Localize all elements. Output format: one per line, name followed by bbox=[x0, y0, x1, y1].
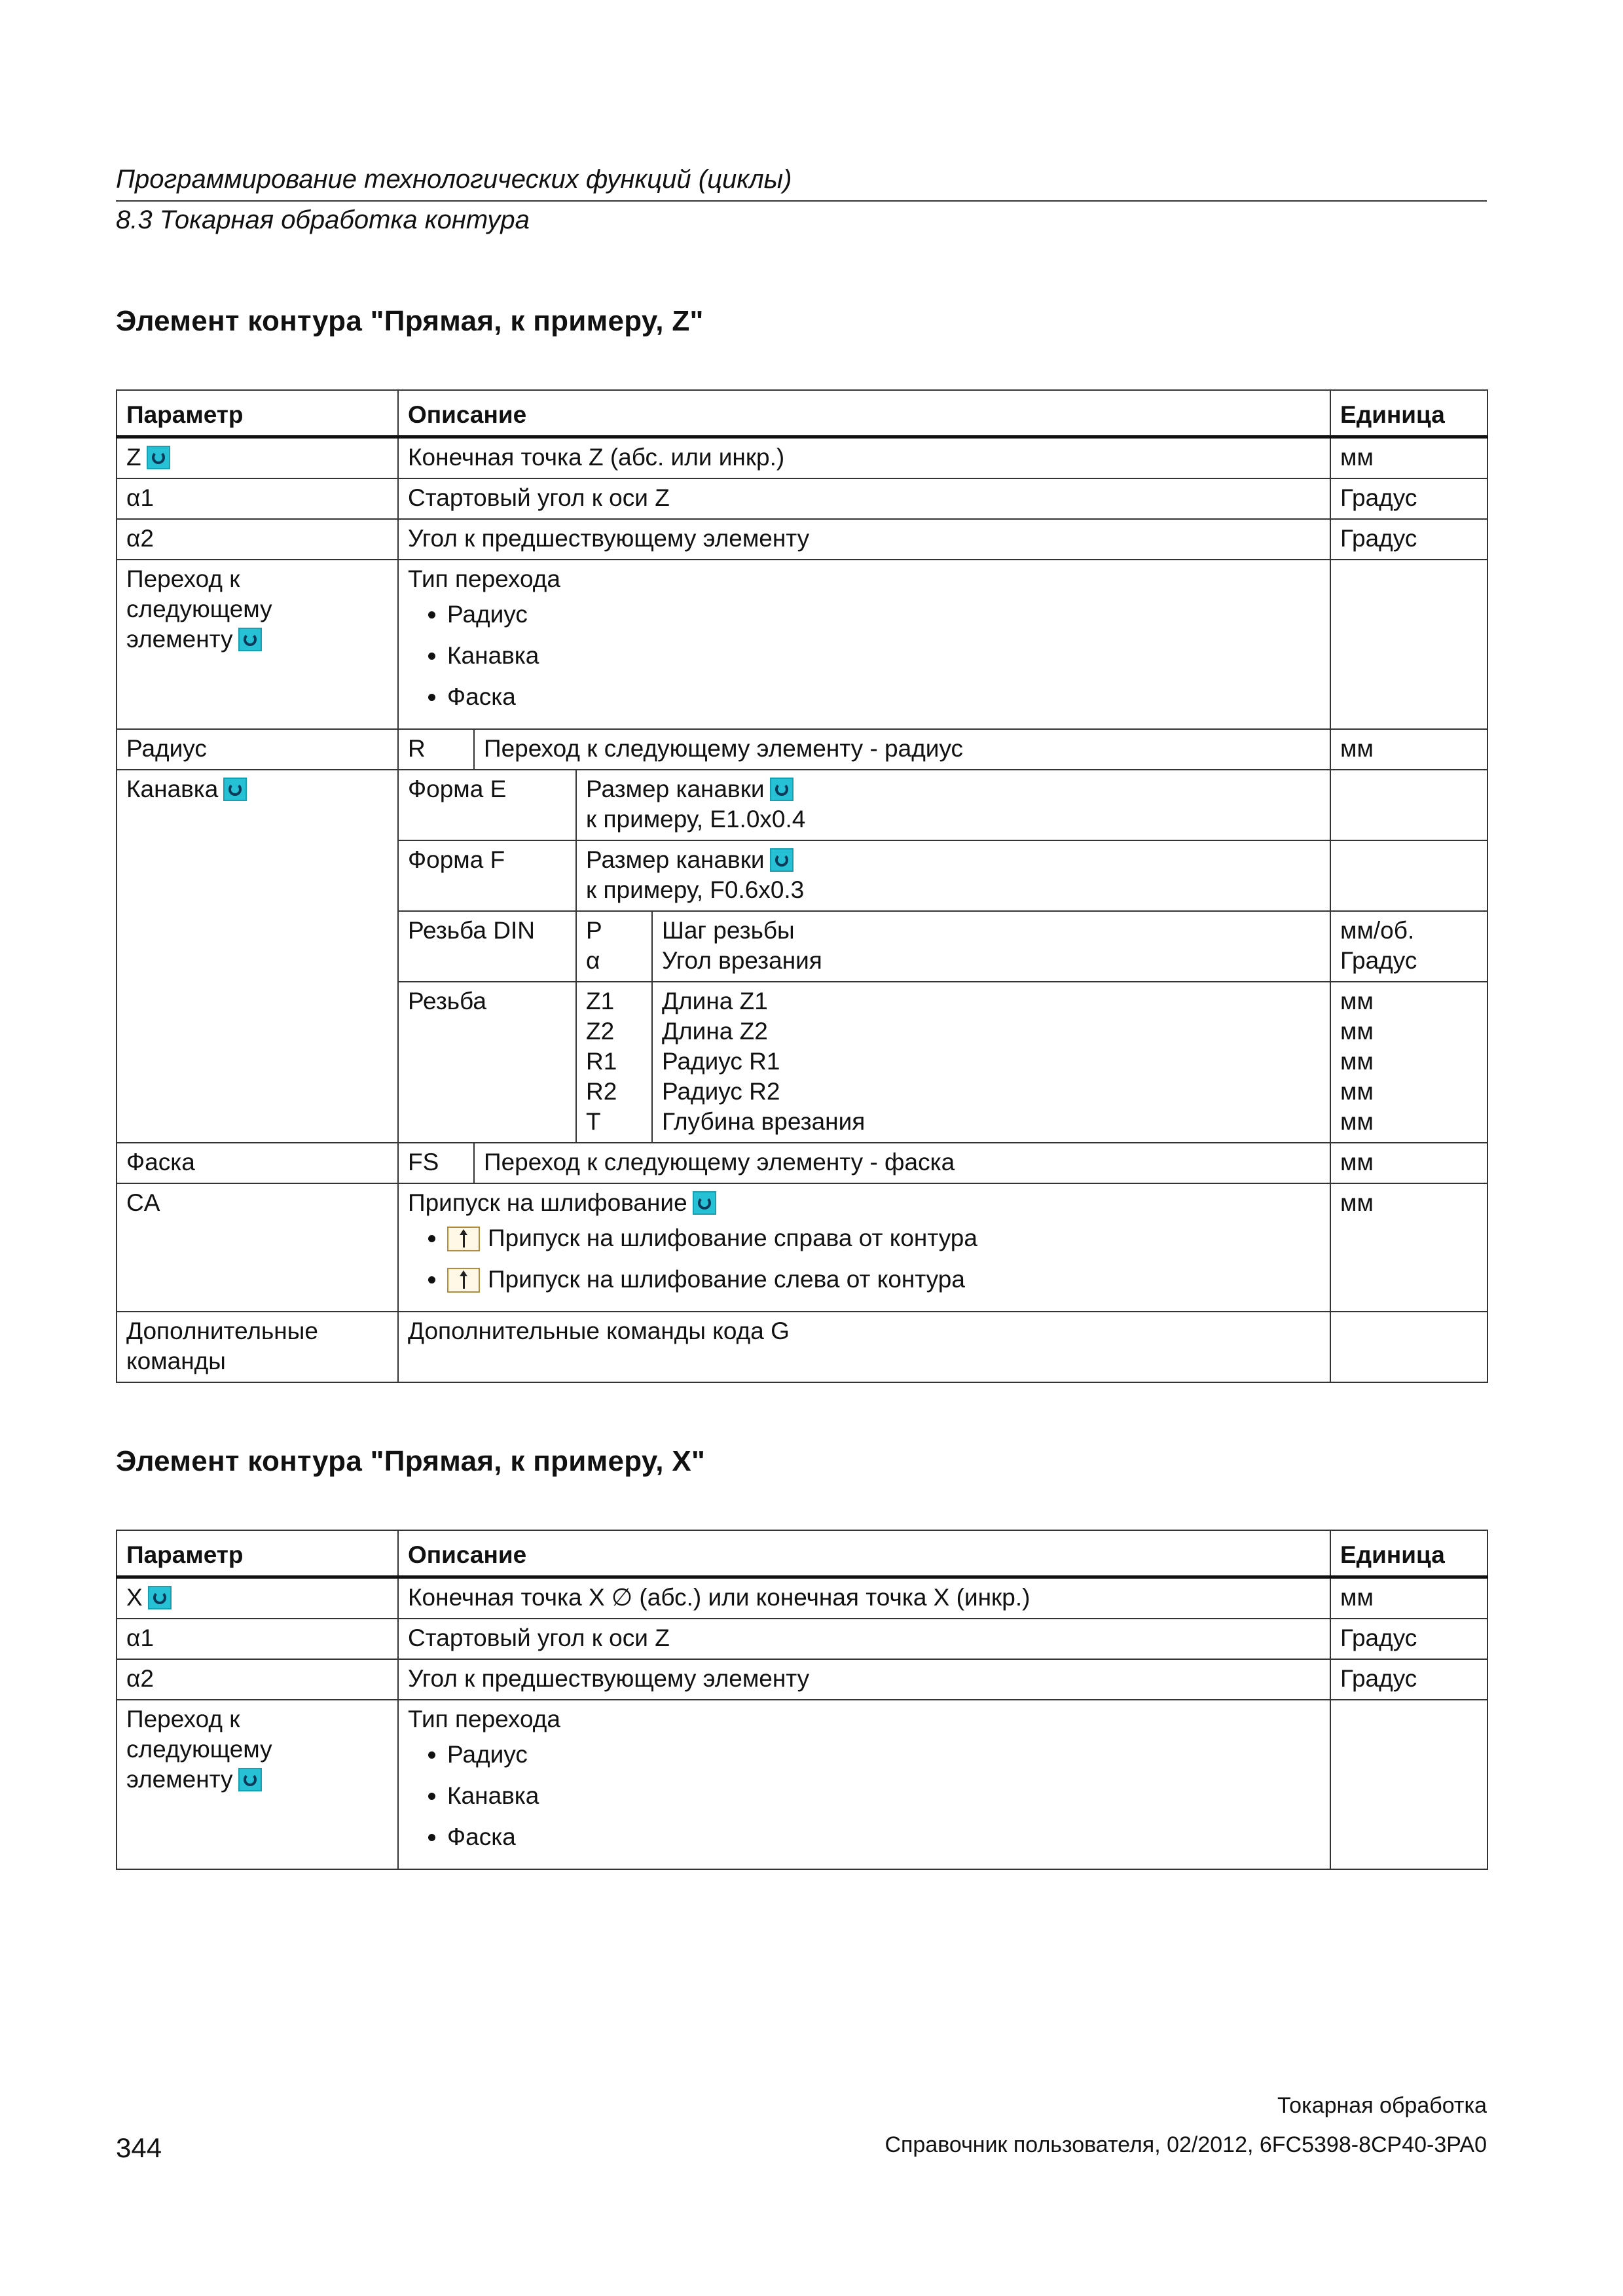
thread-unit: мм bbox=[1340, 1078, 1374, 1105]
table-header-row bbox=[117, 1530, 1487, 1577]
header-unit: Единица bbox=[1330, 1530, 1487, 1577]
thread-desc: Длина Z1 bbox=[662, 988, 768, 1014]
toggle-icon[interactable] bbox=[238, 1768, 262, 1791]
thread-unit: мм bbox=[1340, 1108, 1374, 1135]
section-z-table bbox=[116, 389, 1488, 1383]
table-row bbox=[117, 1700, 1487, 1869]
ca-desc: Припуск на шлифование bbox=[408, 1189, 687, 1216]
transition-type: Тип перехода bbox=[408, 1706, 560, 1732]
table-row bbox=[117, 519, 1487, 560]
groove-din: Резьба DIN bbox=[398, 911, 576, 982]
din-unit: Градус bbox=[1340, 947, 1417, 974]
table-row bbox=[117, 770, 1487, 840]
list-item: • Припуск на шлифование слева от контура bbox=[447, 1265, 1321, 1295]
param-alpha1: α1 bbox=[117, 1619, 398, 1659]
thread-desc: Глубина врезания bbox=[662, 1108, 866, 1135]
unit-deg: Градус bbox=[1330, 1619, 1487, 1659]
list-item: • Фаска bbox=[447, 1822, 1321, 1852]
table-row bbox=[117, 437, 1487, 479]
table-row bbox=[117, 560, 1487, 729]
table-row bbox=[117, 1143, 1487, 1183]
unit-mm: мм bbox=[1330, 1183, 1487, 1312]
din-desc: Шаг резьбы bbox=[662, 917, 795, 944]
param-chamfer: Фаска bbox=[117, 1143, 398, 1183]
alpha1-desc: Стартовый угол к оси Z bbox=[398, 478, 1330, 519]
footer-doc-ref: Справочник пользователя, 02/2012, 6FC5398-8CP40-3PA0 bbox=[884, 2132, 1487, 2157]
section-z-heading: Элемент контура "Прямая, к примеру, Z" bbox=[116, 305, 704, 337]
groove-form-f: Форма F bbox=[398, 840, 576, 911]
param-radius: Радиус bbox=[117, 729, 398, 770]
table-row bbox=[117, 1659, 1487, 1700]
din-code: α bbox=[586, 947, 600, 974]
page-number: 344 bbox=[116, 2132, 162, 2163]
radius-desc: Переход к следующему элементу - радиус bbox=[474, 729, 1330, 770]
list-item: • Припуск на шлифование справа от контура bbox=[447, 1223, 1321, 1253]
radius-code: R bbox=[398, 729, 474, 770]
table-row bbox=[117, 478, 1487, 519]
param-groove: Канавка bbox=[126, 776, 219, 802]
alpha2-desc: Угол к предшествующему элементу bbox=[398, 1659, 1330, 1700]
unit-deg: Градус bbox=[1330, 519, 1487, 560]
unit-deg: Градус bbox=[1330, 478, 1487, 519]
toggle-icon[interactable] bbox=[238, 628, 262, 651]
header-divider bbox=[116, 200, 1487, 202]
unit-mm: мм bbox=[1330, 1143, 1487, 1183]
toggle-icon[interactable] bbox=[693, 1191, 716, 1215]
header-param: Параметр bbox=[117, 390, 398, 437]
extra-desc: Дополнительные команды кода G bbox=[398, 1312, 1330, 1382]
transition-list bbox=[408, 1740, 1321, 1852]
header-unit: Единица bbox=[1330, 390, 1487, 437]
param-transition: Переход к следующему элементу bbox=[126, 1706, 272, 1793]
table-row bbox=[117, 1312, 1487, 1382]
transition-type: Тип перехода bbox=[408, 565, 560, 592]
toggle-icon[interactable] bbox=[148, 1586, 172, 1609]
toggle-icon[interactable] bbox=[147, 446, 170, 469]
param-alpha2: α2 bbox=[117, 1659, 398, 1700]
param-x: X bbox=[126, 1584, 143, 1611]
section-title: 8.3 Токарная обработка контура bbox=[116, 206, 530, 234]
alpha2-desc: Угол к предшествующему элементу bbox=[398, 519, 1330, 560]
list-item: • Фаска bbox=[447, 682, 1321, 712]
header-param: Параметр bbox=[117, 1530, 398, 1577]
x-desc: Конечная точка X ∅ (абс.) или конечная точка X (инкр.) bbox=[398, 1577, 1330, 1619]
unit-mm: мм bbox=[1330, 729, 1487, 770]
thread-unit: мм bbox=[1340, 1048, 1374, 1075]
groove-thread: Резьба bbox=[398, 982, 576, 1143]
list-item: • Радиус bbox=[447, 600, 1321, 630]
list-item: • Канавка bbox=[447, 1781, 1321, 1811]
chamfer-desc: Переход к следующему элементу - фаска bbox=[474, 1143, 1330, 1183]
section-x-table bbox=[116, 1530, 1488, 1870]
unit-deg: Градус bbox=[1330, 1659, 1487, 1700]
thread-code: R1 bbox=[586, 1048, 617, 1075]
alpha1-desc: Стартовый угол к оси Z bbox=[398, 1619, 1330, 1659]
param-alpha1: α1 bbox=[117, 478, 398, 519]
transition-list bbox=[408, 600, 1321, 712]
thread-desc: Длина Z2 bbox=[662, 1018, 768, 1045]
groove-example: к примеру, F0.6x0.3 bbox=[586, 876, 805, 903]
chamfer-code: FS bbox=[398, 1143, 474, 1183]
thread-code: R2 bbox=[586, 1078, 617, 1105]
header-desc: Описание bbox=[398, 390, 1330, 437]
toggle-icon[interactable] bbox=[770, 778, 793, 801]
groove-size-label: Размер канавки bbox=[586, 846, 765, 873]
groove-example: к примеру, E1.0x0.4 bbox=[586, 806, 806, 833]
table-row bbox=[117, 1619, 1487, 1659]
header-desc: Описание bbox=[398, 1530, 1330, 1577]
din-desc: Угол врезания bbox=[662, 947, 822, 974]
thread-unit: мм bbox=[1340, 1018, 1374, 1045]
table-row bbox=[117, 1577, 1487, 1619]
unit-mm: мм bbox=[1330, 1577, 1487, 1619]
param-transition: Переход к следующему элементу bbox=[126, 565, 272, 653]
param-ca: CA bbox=[117, 1183, 398, 1312]
thread-unit: мм bbox=[1340, 988, 1374, 1014]
din-code: P bbox=[586, 917, 602, 944]
allowance-right-icon bbox=[447, 1227, 480, 1251]
z-desc: Конечная точка Z (абс. или инкр.) bbox=[398, 437, 1330, 479]
din-unit: мм/об. bbox=[1340, 917, 1415, 944]
footer-doc-title: Токарная обработка bbox=[1277, 2093, 1487, 2118]
section-x-heading: Элемент контура "Прямая, к примеру, X" bbox=[116, 1445, 706, 1477]
table-row bbox=[117, 729, 1487, 770]
thread-code: Z1 bbox=[586, 988, 615, 1014]
toggle-icon[interactable] bbox=[770, 848, 793, 872]
table-row bbox=[117, 1183, 1487, 1312]
thread-code: Z2 bbox=[586, 1018, 615, 1045]
groove-form-e: Форма E bbox=[398, 770, 576, 840]
thread-code: T bbox=[586, 1108, 601, 1135]
param-extra: Дополнительные команды bbox=[117, 1312, 398, 1382]
ca-list bbox=[408, 1223, 1321, 1295]
unit-mm: мм bbox=[1330, 437, 1487, 479]
param-z: Z bbox=[126, 444, 141, 471]
toggle-icon[interactable] bbox=[223, 778, 247, 801]
param-alpha2: α2 bbox=[117, 519, 398, 560]
list-item: • Радиус bbox=[447, 1740, 1321, 1770]
list-item: • Канавка bbox=[447, 641, 1321, 671]
thread-desc: Радиус R2 bbox=[662, 1078, 780, 1105]
chapter-title: Программирование технологических функций (циклы) bbox=[116, 165, 792, 194]
groove-size-label: Размер канавки bbox=[586, 776, 765, 802]
allowance-left-icon bbox=[447, 1268, 480, 1293]
thread-desc: Радиус R1 bbox=[662, 1048, 780, 1075]
table-header-row bbox=[117, 390, 1487, 437]
